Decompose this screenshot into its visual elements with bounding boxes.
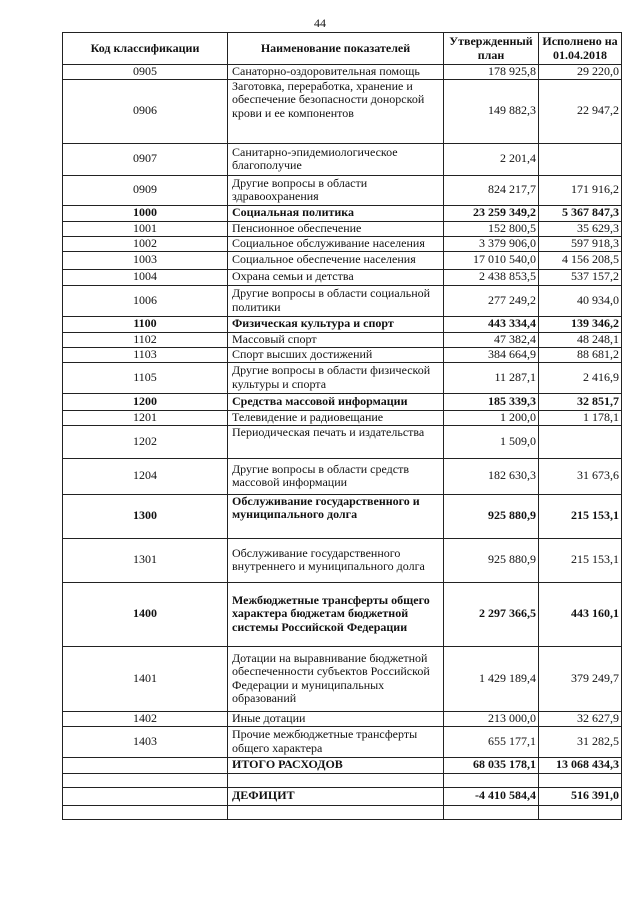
row-name: Другие вопросы в области здравоохранения bbox=[228, 175, 444, 205]
row-done: 171 916,2 bbox=[539, 175, 622, 205]
row-done: 31 673,6 bbox=[539, 458, 622, 494]
row-name: Другие вопросы в области социальной политики bbox=[228, 285, 444, 316]
row-code bbox=[63, 787, 228, 805]
row-code: 1403 bbox=[63, 726, 228, 757]
row-name: ИТОГО РАСХОДОВ bbox=[228, 757, 444, 773]
table-row bbox=[63, 805, 622, 819]
row-code: 1006 bbox=[63, 285, 228, 316]
row-done: 35 629,3 bbox=[539, 221, 622, 236]
row-done: 13 068 434,3 bbox=[539, 757, 622, 773]
row-plan: 152 800,5 bbox=[444, 221, 539, 236]
row-code bbox=[63, 805, 228, 819]
row-name: Социальное обслуживание населения bbox=[228, 236, 444, 251]
row-code: 1000 bbox=[63, 205, 228, 221]
row-done: 597 918,3 bbox=[539, 236, 622, 251]
row-name: Пенсионное обеспечение bbox=[228, 221, 444, 236]
row-plan: 2 297 366,5 bbox=[444, 582, 539, 646]
row-code: 1201 bbox=[63, 410, 228, 425]
row-done: 443 160,1 bbox=[539, 582, 622, 646]
row-plan bbox=[444, 805, 539, 819]
row-done: 40 934,0 bbox=[539, 285, 622, 316]
row-name: Социальное обеспечение населения bbox=[228, 251, 444, 269]
row-plan: 1 509,0 bbox=[444, 425, 539, 458]
row-plan: 68 035 178,1 bbox=[444, 757, 539, 773]
row-plan: 2 201,4 bbox=[444, 143, 539, 175]
table-row bbox=[63, 285, 622, 316]
row-code: 1402 bbox=[63, 711, 228, 726]
row-done: 31 282,5 bbox=[539, 726, 622, 757]
row-plan: 47 382,4 bbox=[444, 332, 539, 347]
row-code: 1401 bbox=[63, 646, 228, 711]
row-code: 1100 bbox=[63, 316, 228, 332]
row-code: 1300 bbox=[63, 494, 228, 538]
table-row bbox=[63, 410, 622, 425]
row-code: 1103 bbox=[63, 347, 228, 362]
row-name: Дотации на выравнивание бюджетной обеспеченности субъектов Российской Федерации и муниципальных образований bbox=[228, 646, 444, 711]
table-row bbox=[63, 269, 622, 285]
table-row bbox=[63, 757, 622, 773]
table-row bbox=[63, 582, 622, 646]
row-name: Заготовка, переработка, хранение и обеспечение безопасности донорской крови и ее компонентов bbox=[228, 79, 444, 143]
table-row bbox=[63, 221, 622, 236]
row-done: 88 681,2 bbox=[539, 347, 622, 362]
row-done: 379 249,7 bbox=[539, 646, 622, 711]
table-row bbox=[63, 143, 622, 175]
table-row bbox=[63, 393, 622, 410]
row-name: Телевидение и радиовещание bbox=[228, 410, 444, 425]
table-row bbox=[63, 251, 622, 269]
row-plan: 925 880,9 bbox=[444, 538, 539, 582]
row-done bbox=[539, 143, 622, 175]
table-row bbox=[63, 316, 622, 332]
table-row bbox=[63, 773, 622, 787]
table-row bbox=[63, 362, 622, 393]
row-done bbox=[539, 425, 622, 458]
row-name: Средства массовой информации bbox=[228, 393, 444, 410]
row-plan: -4 410 584,4 bbox=[444, 787, 539, 805]
row-code: 1003 bbox=[63, 251, 228, 269]
row-name: Другие вопросы в области физической культуры и спорта bbox=[228, 362, 444, 393]
table-body bbox=[63, 65, 622, 820]
row-plan: 1 200,0 bbox=[444, 410, 539, 425]
row-plan: 443 334,4 bbox=[444, 316, 539, 332]
table-row bbox=[63, 236, 622, 251]
row-name: Санаторно-оздоровительная помощь bbox=[228, 65, 444, 80]
row-name: Массовый спорт bbox=[228, 332, 444, 347]
row-name: ДЕФИЦИТ bbox=[228, 787, 444, 805]
row-name: Прочие межбюджетные трансферты общего характера bbox=[228, 726, 444, 757]
row-code bbox=[63, 757, 228, 773]
row-plan: 11 287,1 bbox=[444, 362, 539, 393]
row-done: 32 851,7 bbox=[539, 393, 622, 410]
row-code: 1004 bbox=[63, 269, 228, 285]
row-name: Санитарно-эпидемиологическое благополучие bbox=[228, 143, 444, 175]
row-plan: 2 438 853,5 bbox=[444, 269, 539, 285]
table-row bbox=[63, 458, 622, 494]
row-code: 1001 bbox=[63, 221, 228, 236]
row-plan: 17 010 540,0 bbox=[444, 251, 539, 269]
table-row bbox=[63, 494, 622, 538]
row-plan: 213 000,0 bbox=[444, 711, 539, 726]
header-code: Код классификации bbox=[63, 33, 228, 65]
row-code: 1105 bbox=[63, 362, 228, 393]
table-row bbox=[63, 711, 622, 726]
row-plan: 149 882,3 bbox=[444, 79, 539, 143]
row-code: 1204 bbox=[63, 458, 228, 494]
row-name: Физическая культура и спорт bbox=[228, 316, 444, 332]
row-plan: 185 339,3 bbox=[444, 393, 539, 410]
row-done: 32 627,9 bbox=[539, 711, 622, 726]
row-code: 0909 bbox=[63, 175, 228, 205]
row-done: 537 157,2 bbox=[539, 269, 622, 285]
row-plan: 655 177,1 bbox=[444, 726, 539, 757]
row-done: 5 367 847,3 bbox=[539, 205, 622, 221]
row-plan: 824 217,7 bbox=[444, 175, 539, 205]
row-code: 0907 bbox=[63, 143, 228, 175]
row-plan: 277 249,2 bbox=[444, 285, 539, 316]
row-plan: 925 880,9 bbox=[444, 494, 539, 538]
row-done: 215 153,1 bbox=[539, 494, 622, 538]
row-done bbox=[539, 773, 622, 787]
row-done: 215 153,1 bbox=[539, 538, 622, 582]
row-done bbox=[539, 805, 622, 819]
row-name: Социальная политика bbox=[228, 205, 444, 221]
row-code: 1202 bbox=[63, 425, 228, 458]
table-header-row bbox=[63, 33, 622, 65]
table-row bbox=[63, 79, 622, 143]
row-done: 139 346,2 bbox=[539, 316, 622, 332]
row-done: 1 178,1 bbox=[539, 410, 622, 425]
row-code: 1301 bbox=[63, 538, 228, 582]
row-code: 0906 bbox=[63, 79, 228, 143]
table-row bbox=[63, 205, 622, 221]
row-done: 48 248,1 bbox=[539, 332, 622, 347]
row-name: Спорт высших достижений bbox=[228, 347, 444, 362]
row-code bbox=[63, 773, 228, 787]
row-done: 4 156 208,5 bbox=[539, 251, 622, 269]
row-name bbox=[228, 773, 444, 787]
table-row bbox=[63, 347, 622, 362]
row-plan bbox=[444, 773, 539, 787]
table-row bbox=[63, 538, 622, 582]
row-plan: 384 664,9 bbox=[444, 347, 539, 362]
row-name bbox=[228, 805, 444, 819]
header-name: Наименование показателей bbox=[228, 33, 444, 65]
row-plan: 3 379 906,0 bbox=[444, 236, 539, 251]
row-done: 2 416,9 bbox=[539, 362, 622, 393]
table-row bbox=[63, 175, 622, 205]
header-plan: Утвержденный план bbox=[444, 33, 539, 65]
row-name: Охрана семьи и детства bbox=[228, 269, 444, 285]
row-name: Периодическая печать и издательства bbox=[228, 425, 444, 458]
row-code: 0905 bbox=[63, 65, 228, 80]
row-code: 1002 bbox=[63, 236, 228, 251]
row-plan: 182 630,3 bbox=[444, 458, 539, 494]
row-done: 22 947,2 bbox=[539, 79, 622, 143]
table-row bbox=[63, 65, 622, 80]
row-name: Иные дотации bbox=[228, 711, 444, 726]
table-row bbox=[63, 726, 622, 757]
row-plan: 23 259 349,2 bbox=[444, 205, 539, 221]
table-row bbox=[63, 332, 622, 347]
row-name: Обслуживание государственного внутреннего и муниципального долга bbox=[228, 538, 444, 582]
row-code: 1102 bbox=[63, 332, 228, 347]
row-plan: 178 925,8 bbox=[444, 65, 539, 80]
row-code: 1200 bbox=[63, 393, 228, 410]
row-plan: 1 429 189,4 bbox=[444, 646, 539, 711]
row-done: 29 220,0 bbox=[539, 65, 622, 80]
row-name: Другие вопросы в области средств массовой информации bbox=[228, 458, 444, 494]
expenditure-table bbox=[62, 32, 622, 820]
header-done: Исполнено на 01.04.2018 bbox=[539, 33, 622, 65]
row-name: Обслуживание государственного и муниципального долга bbox=[228, 494, 444, 538]
table-row bbox=[63, 425, 622, 458]
table-row bbox=[63, 787, 622, 805]
table-row bbox=[63, 646, 622, 711]
row-done: 516 391,0 bbox=[539, 787, 622, 805]
page-number: 44 bbox=[314, 16, 326, 30]
row-name: Межбюджетные трансферты общего характера бюджетам бюджетной системы Российской Федерации bbox=[228, 582, 444, 646]
row-code: 1400 bbox=[63, 582, 228, 646]
